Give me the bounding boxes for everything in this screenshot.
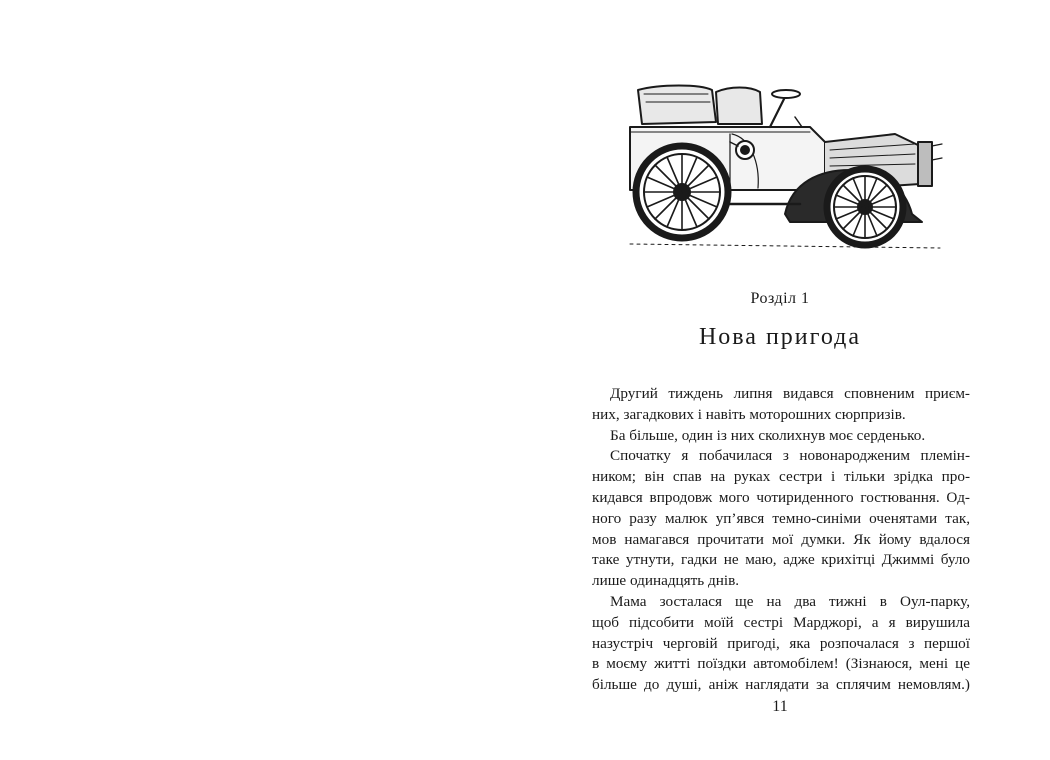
vintage-car-illustration: [620, 72, 950, 262]
text-line: ного разу малюк уп’явся темно-синіми оченятами так,: [592, 509, 970, 527]
text-line: Другий тиждень липня видався сповненим приєм-: [610, 385, 970, 402]
text-line: них, загадкових і навіть моторошних сюрпризів.: [592, 405, 906, 423]
text-line: більше до душі, аніж наглядати за сплячим немовлям.): [592, 676, 970, 694]
text-line: Ба більше, один із них сколихнув моє серденько.: [610, 426, 926, 444]
text-line: назустріч черговій пригоді, яка розпочалася з першої: [592, 634, 970, 652]
chapter-number: Розділ 1: [750, 290, 810, 307]
text-line: кидався впродовж мого чотириденного гостювання. Од-: [592, 488, 970, 506]
text-line: ником; він спав на руках сестри і тільки зрідка про-: [592, 468, 970, 486]
page-number: 11: [772, 698, 788, 715]
text-line: щоб підсобити моїй сестрі Марджорі, а я вирушила: [592, 613, 970, 631]
text-line: лише одинадцять днів.: [592, 572, 740, 590]
text-line: Мама зосталася ще на два тижні в Оул-парку,: [610, 592, 970, 610]
text-line: таке утнути, гадки не маю, адже крихітці Джиммі було: [592, 551, 970, 569]
text-line: в моєму житті поїздки автомобілем! (Зізнаюся, мені це: [592, 655, 970, 673]
chapter-body-text: [592, 384, 970, 696]
chapter-title: Нова пригода: [698, 324, 862, 350]
text-line: Спочатку я побачилася з новонародженим племін-: [610, 447, 970, 465]
text-line: мов намагався прочитати мої думки. Як йому вдалося: [592, 530, 970, 548]
